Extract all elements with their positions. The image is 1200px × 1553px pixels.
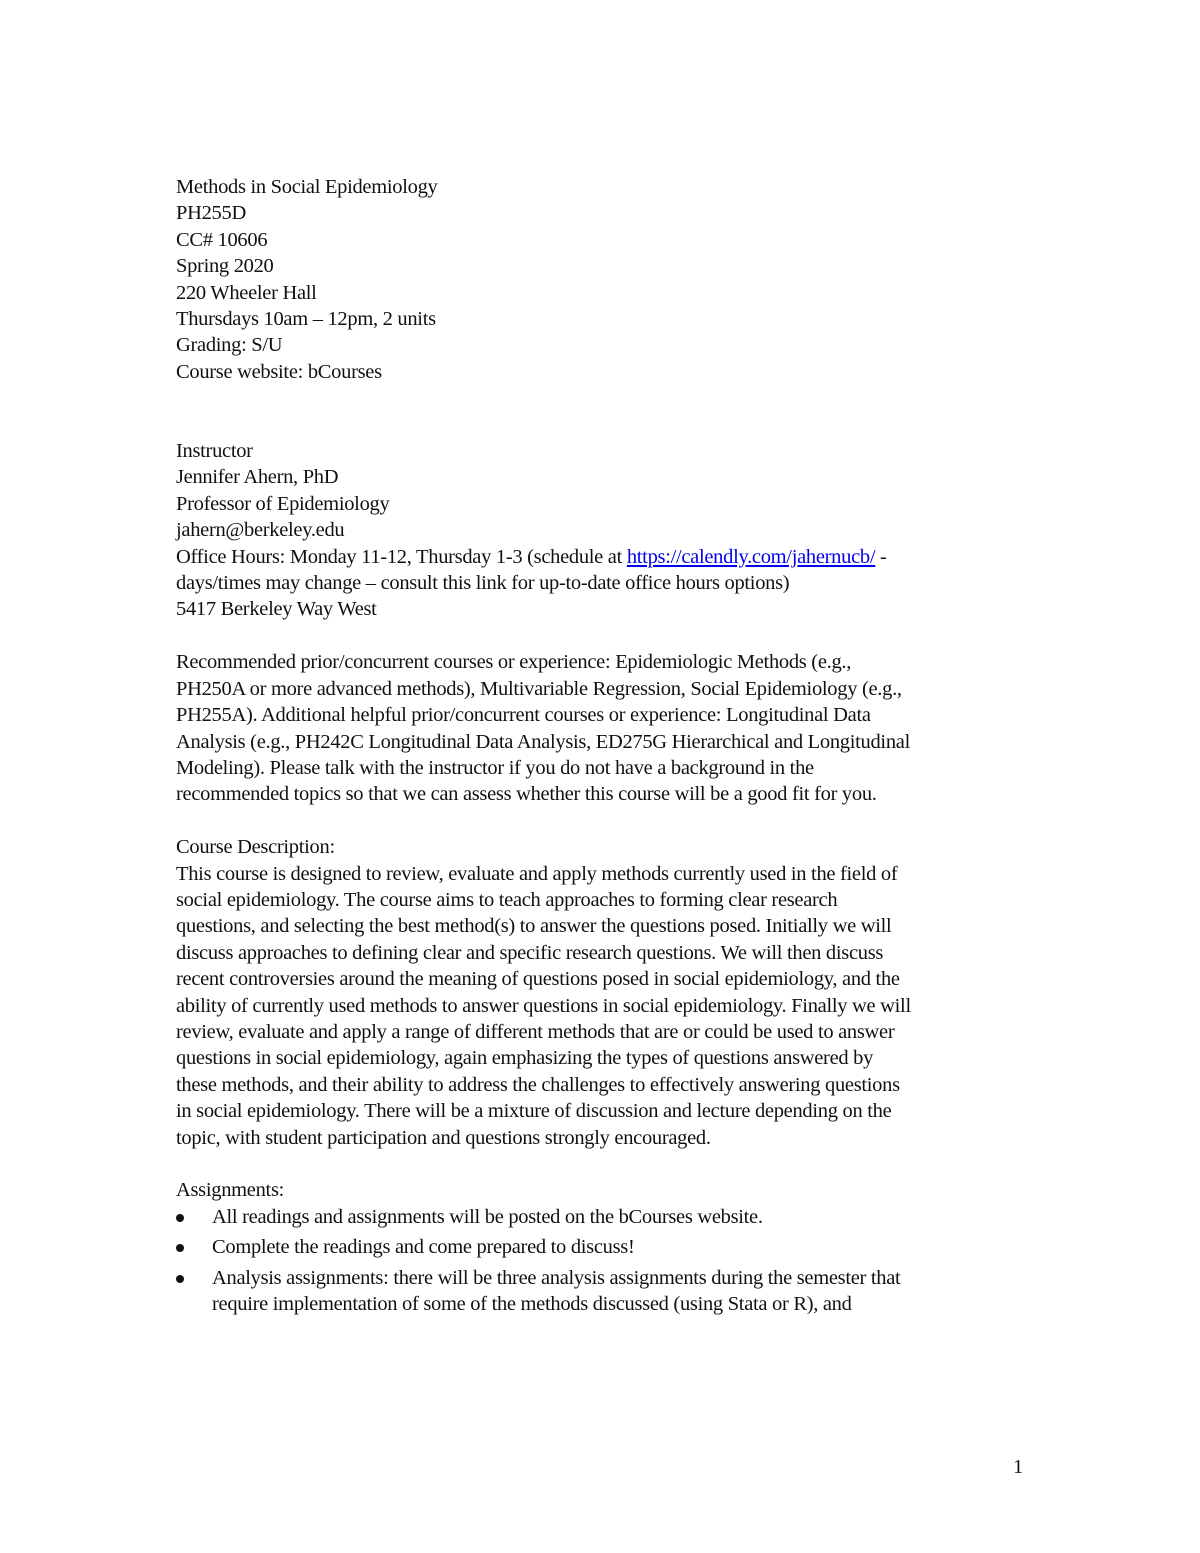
bullet-icon <box>176 1244 184 1252</box>
description-line: questions, and selecting the best method(s) to answer the questions posed. Initially we will <box>176 915 892 938</box>
schedule: Thursdays 10am – 12pm, 2 units <box>176 308 436 331</box>
list-item-text: All readings and assignments will be posted on the bCourses website. <box>212 1205 763 1228</box>
description-line: these methods, and their ability to address the challenges to effectively answering questions <box>176 1073 900 1096</box>
recommended-line: Modeling). Please talk with the instructor if you do not have a background in the <box>176 756 814 779</box>
description-line: This course is designed to review, evaluate and apply methods currently used in the field of <box>176 862 898 885</box>
description-line: review, evaluate and apply a range of different methods that are or could be used to answer <box>176 1020 895 1043</box>
list-item-text: Complete the readings and come prepared to discuss! <box>212 1236 635 1259</box>
description-line: in social epidemiology. There will be a mixture of discussion and lecture depending on the <box>176 1100 892 1123</box>
course-description-section <box>176 834 1026 1151</box>
office-hours-line <box>176 544 1026 570</box>
bullet-icon <box>176 1214 184 1222</box>
page-number: 1 <box>1013 1456 1023 1478</box>
recommended-section <box>176 649 1026 807</box>
description-line: questions in social epidemiology, again emphasizing the types of questions answered by <box>176 1047 874 1070</box>
office-hours-prefix: Office Hours: Monday 11-12, Thursday 1-3 (schedule at <box>176 545 627 568</box>
office-hours-note: days/times may change – consult this link for up-to-date office hours options) <box>176 572 790 595</box>
instructor-heading: Instructor <box>176 440 253 463</box>
description-line: social epidemiology. The course aims to teach approaches to forming clear research <box>176 888 838 911</box>
office-location: 5417 Berkeley Way West <box>176 598 377 621</box>
description-line: discuss approaches to defining clear and specific research questions. We will then discuss <box>176 941 884 964</box>
location: 220 Wheeler Hall <box>176 281 317 304</box>
page-content <box>176 174 1026 1321</box>
cc-number: CC# 10606 <box>176 228 268 251</box>
course-website: Course website: bCourses <box>176 360 382 383</box>
office-hours-suffix: - <box>875 545 887 568</box>
recommended-line: PH250A or more advanced methods), Multivariable Regression, Social Epidemiology (e.g., <box>176 677 902 700</box>
assignments-heading: Assignments: <box>176 1179 285 1202</box>
assignments-section <box>176 1177 1026 1317</box>
recommended-line: PH255A). Additional helpful prior/concurrent courses or experience: Longitudinal Data <box>176 704 871 727</box>
recommended-line: Recommended prior/concurrent courses or experience: Epidemiologic Methods (e.g., <box>176 651 852 674</box>
list-item-text: Analysis assignments: there will be three analysis assignments during the semester that <box>212 1266 901 1289</box>
description-line: topic, with student participation and questions strongly encouraged. <box>176 1126 711 1149</box>
course-title: Methods in Social Epidemiology <box>176 176 438 198</box>
instructor-email: jahern@berkeley.edu <box>176 519 345 542</box>
bullet-icon <box>176 1275 184 1283</box>
course-code: PH255D <box>176 202 246 225</box>
term: Spring 2020 <box>176 255 274 278</box>
list-item <box>176 1234 1026 1260</box>
description-line: recent controversies around the meaning of questions posed in social epidemiology, and the <box>176 968 900 991</box>
description-heading: Course Description: <box>176 836 335 859</box>
grading: Grading: S/U <box>176 334 283 357</box>
list-item <box>176 1265 1026 1318</box>
list-item <box>176 1204 1026 1230</box>
instructor-section <box>176 438 1026 623</box>
instructor-title: Professor of Epidemiology <box>176 492 390 515</box>
instructor-name: Jennifer Ahern, PhD <box>176 466 339 489</box>
list-item-text: require implementation of some of the methods discussed (using Stata or R), and <box>212 1293 852 1315</box>
course-header <box>176 174 1026 385</box>
description-line: ability of currently used methods to answer questions in social epidemiology. Finally we will <box>176 994 911 1017</box>
recommended-line: Analysis (e.g., PH242C Longitudinal Data Analysis, ED275G Hierarchical and Longitudinal <box>176 730 910 753</box>
assignments-list <box>176 1204 1026 1318</box>
calendly-link[interactable]: https://calendly.com/jahernucb/ <box>626 545 876 568</box>
recommended-line: recommended topics so that we can assess whether this course will be a good fit for you. <box>176 783 877 806</box>
